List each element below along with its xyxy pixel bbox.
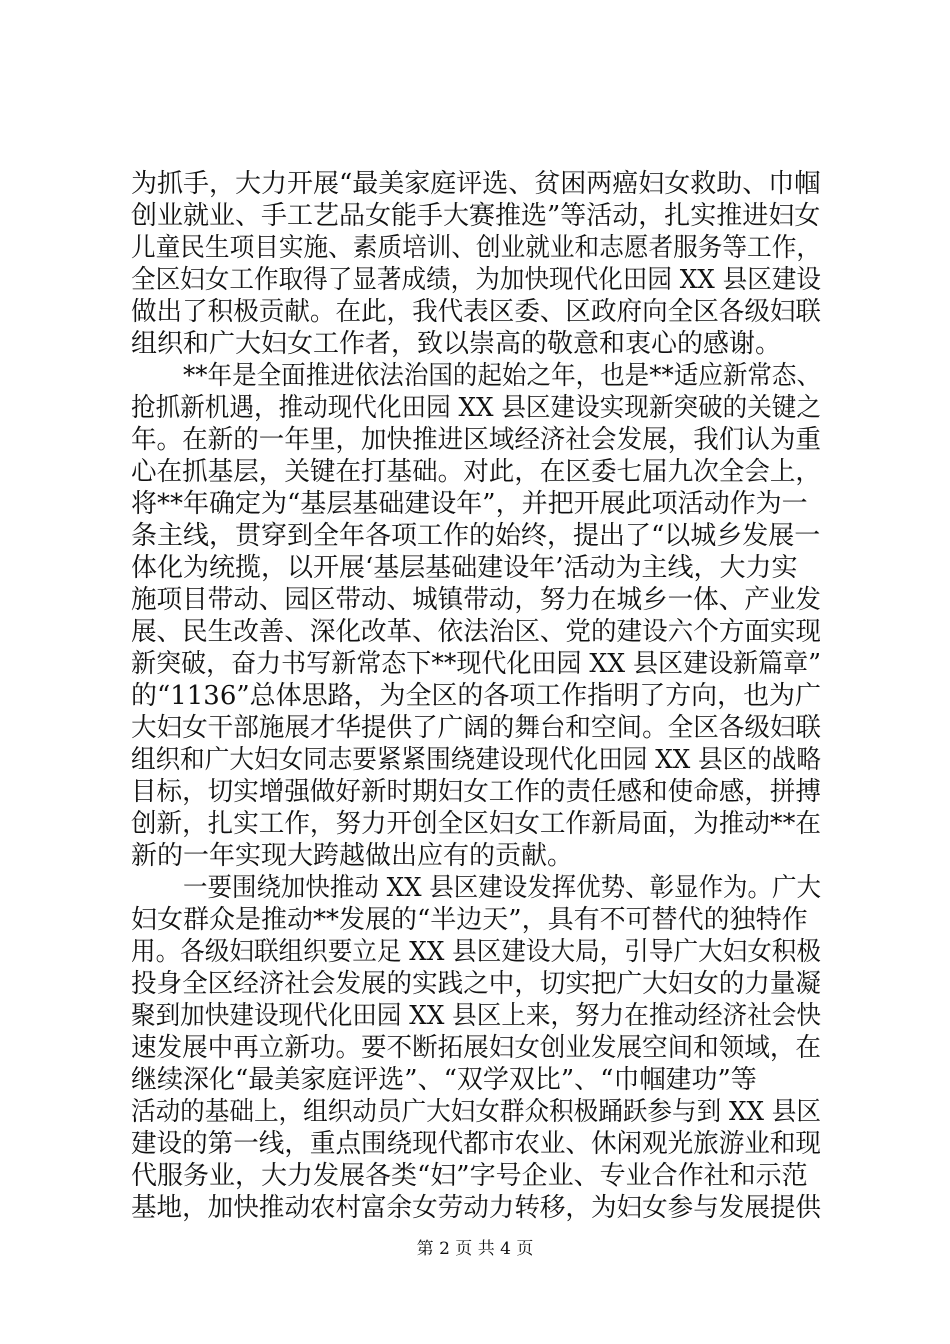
text-line: 基地，加快推动农村富余女劳动力转移，为妇女参与发展提供 [131,1193,821,1223]
text-line: 组织和广大妇女工作者，致以崇高的敬意和衷心的感谢。 [131,329,782,359]
text-line: 的“1136”总体思路，为全区的各项工作指明了方向，也为广 [131,681,821,711]
text-line: 用。各级妇联组织要立足 XX 县区建设大局，引导广大妇女积极 [131,937,821,967]
text-line: 大妇女干部施展才华提供了广阔的舞台和空间。全区各级妇联 [131,713,821,743]
text-line: 新的一年实现大跨越做出应有的贡献。 [131,841,574,871]
text-line: 创新，扎实工作，努力开创全区妇女工作新局面，为推动**在 [131,809,821,839]
text-line: 体化为统揽，以开展‘基层基础建设年’活动为主线，大力实 [131,553,798,583]
text-line: 儿童民生项目实施、素质培训、创业就业和志愿者服务等工作， [131,233,821,263]
text-line: 目标，切实增强做好新时期妇女工作的责任感和使命感，拼搏 [131,777,821,807]
text-line: 代服务业，大力发展各类“妇”字号企业、专业合作社和示范 [131,1161,808,1191]
text-line: 做出了积极贡献。在此，我代表区委、区政府向全区各级妇联 [131,297,821,327]
text-line: 条主线，贯穿到全年各项工作的始终，提出了“以城乡发展一 [131,521,821,551]
text-line: 抢抓新机遇，推动现代化田园 XX 县区建设实现新突破的关键之 [131,393,821,423]
text-line: 投身全区经济社会发展的实践之中，切实把广大妇女的力量凝 [131,969,821,999]
text-line: 施项目带动、园区带动、城镇带动，努力在城乡一体、产业发 [131,585,821,615]
text-line: 组织和广大妇女同志要紧紧围绕建设现代化田园 XX 县区的战略 [131,745,821,775]
text-line: **年是全面推进依法治国的起始之年，也是**适应新常态、 [183,361,821,391]
page-footer: 第 2 页 共 4 页 [416,1239,534,1259]
text-line: 妇女群众是推动**发展的“半边天”，具有不可替代的独特作 [131,905,808,935]
text-line: 活动的基础上，组织动员广大妇女群众积极踊跃参与到 XX 县区 [131,1097,821,1127]
text-line: 创业就业、手工艺品女能手大赛推选”等活动，扎实推进妇女 [131,201,821,231]
text-line: 聚到加快建设现代化田园 XX 县区上来，努力在推动经济社会快 [131,1001,821,1031]
text-line: 建设的第一线，重点围绕现代都市农业、休闲观光旅游业和现 [131,1129,821,1159]
text-line: 新突破，奋力书写新常态下**现代化田园 XX 县区建设新篇章” [131,649,821,679]
text-line: 心在抓基层，关键在打基础。对此，在区委七届九次全会上， [131,457,821,487]
text-line: 继续深化“最美家庭评选”、“双学双比”、“巾帼建功”等 [131,1065,757,1095]
text-line: 速发展中再立新功。要不断拓展妇女创业发展空间和领域，在 [131,1033,821,1063]
body-text [131,168,821,1224]
text-line: 年。在新的一年里，加快推进区域经济社会发展，我们认为重 [131,425,821,455]
text-line: 为抓手，大力开展“最美家庭评选、贫困两癌妇女救助、巾帼 [131,169,821,199]
text-line: 展、民生改善、深化改革、依法治区、党的建设六个方面实现 [131,617,821,647]
text-line: 一要围绕加快推动 XX 县区建设发挥优势、彰显作为。广大 [183,873,821,903]
text-line: 全区妇女工作取得了显著成绩，为加快现代化田园 XX 县区建设 [131,265,821,295]
text-line: 将**年确定为“基层基础建设年”，并把开展此项活动作为一 [131,489,808,519]
